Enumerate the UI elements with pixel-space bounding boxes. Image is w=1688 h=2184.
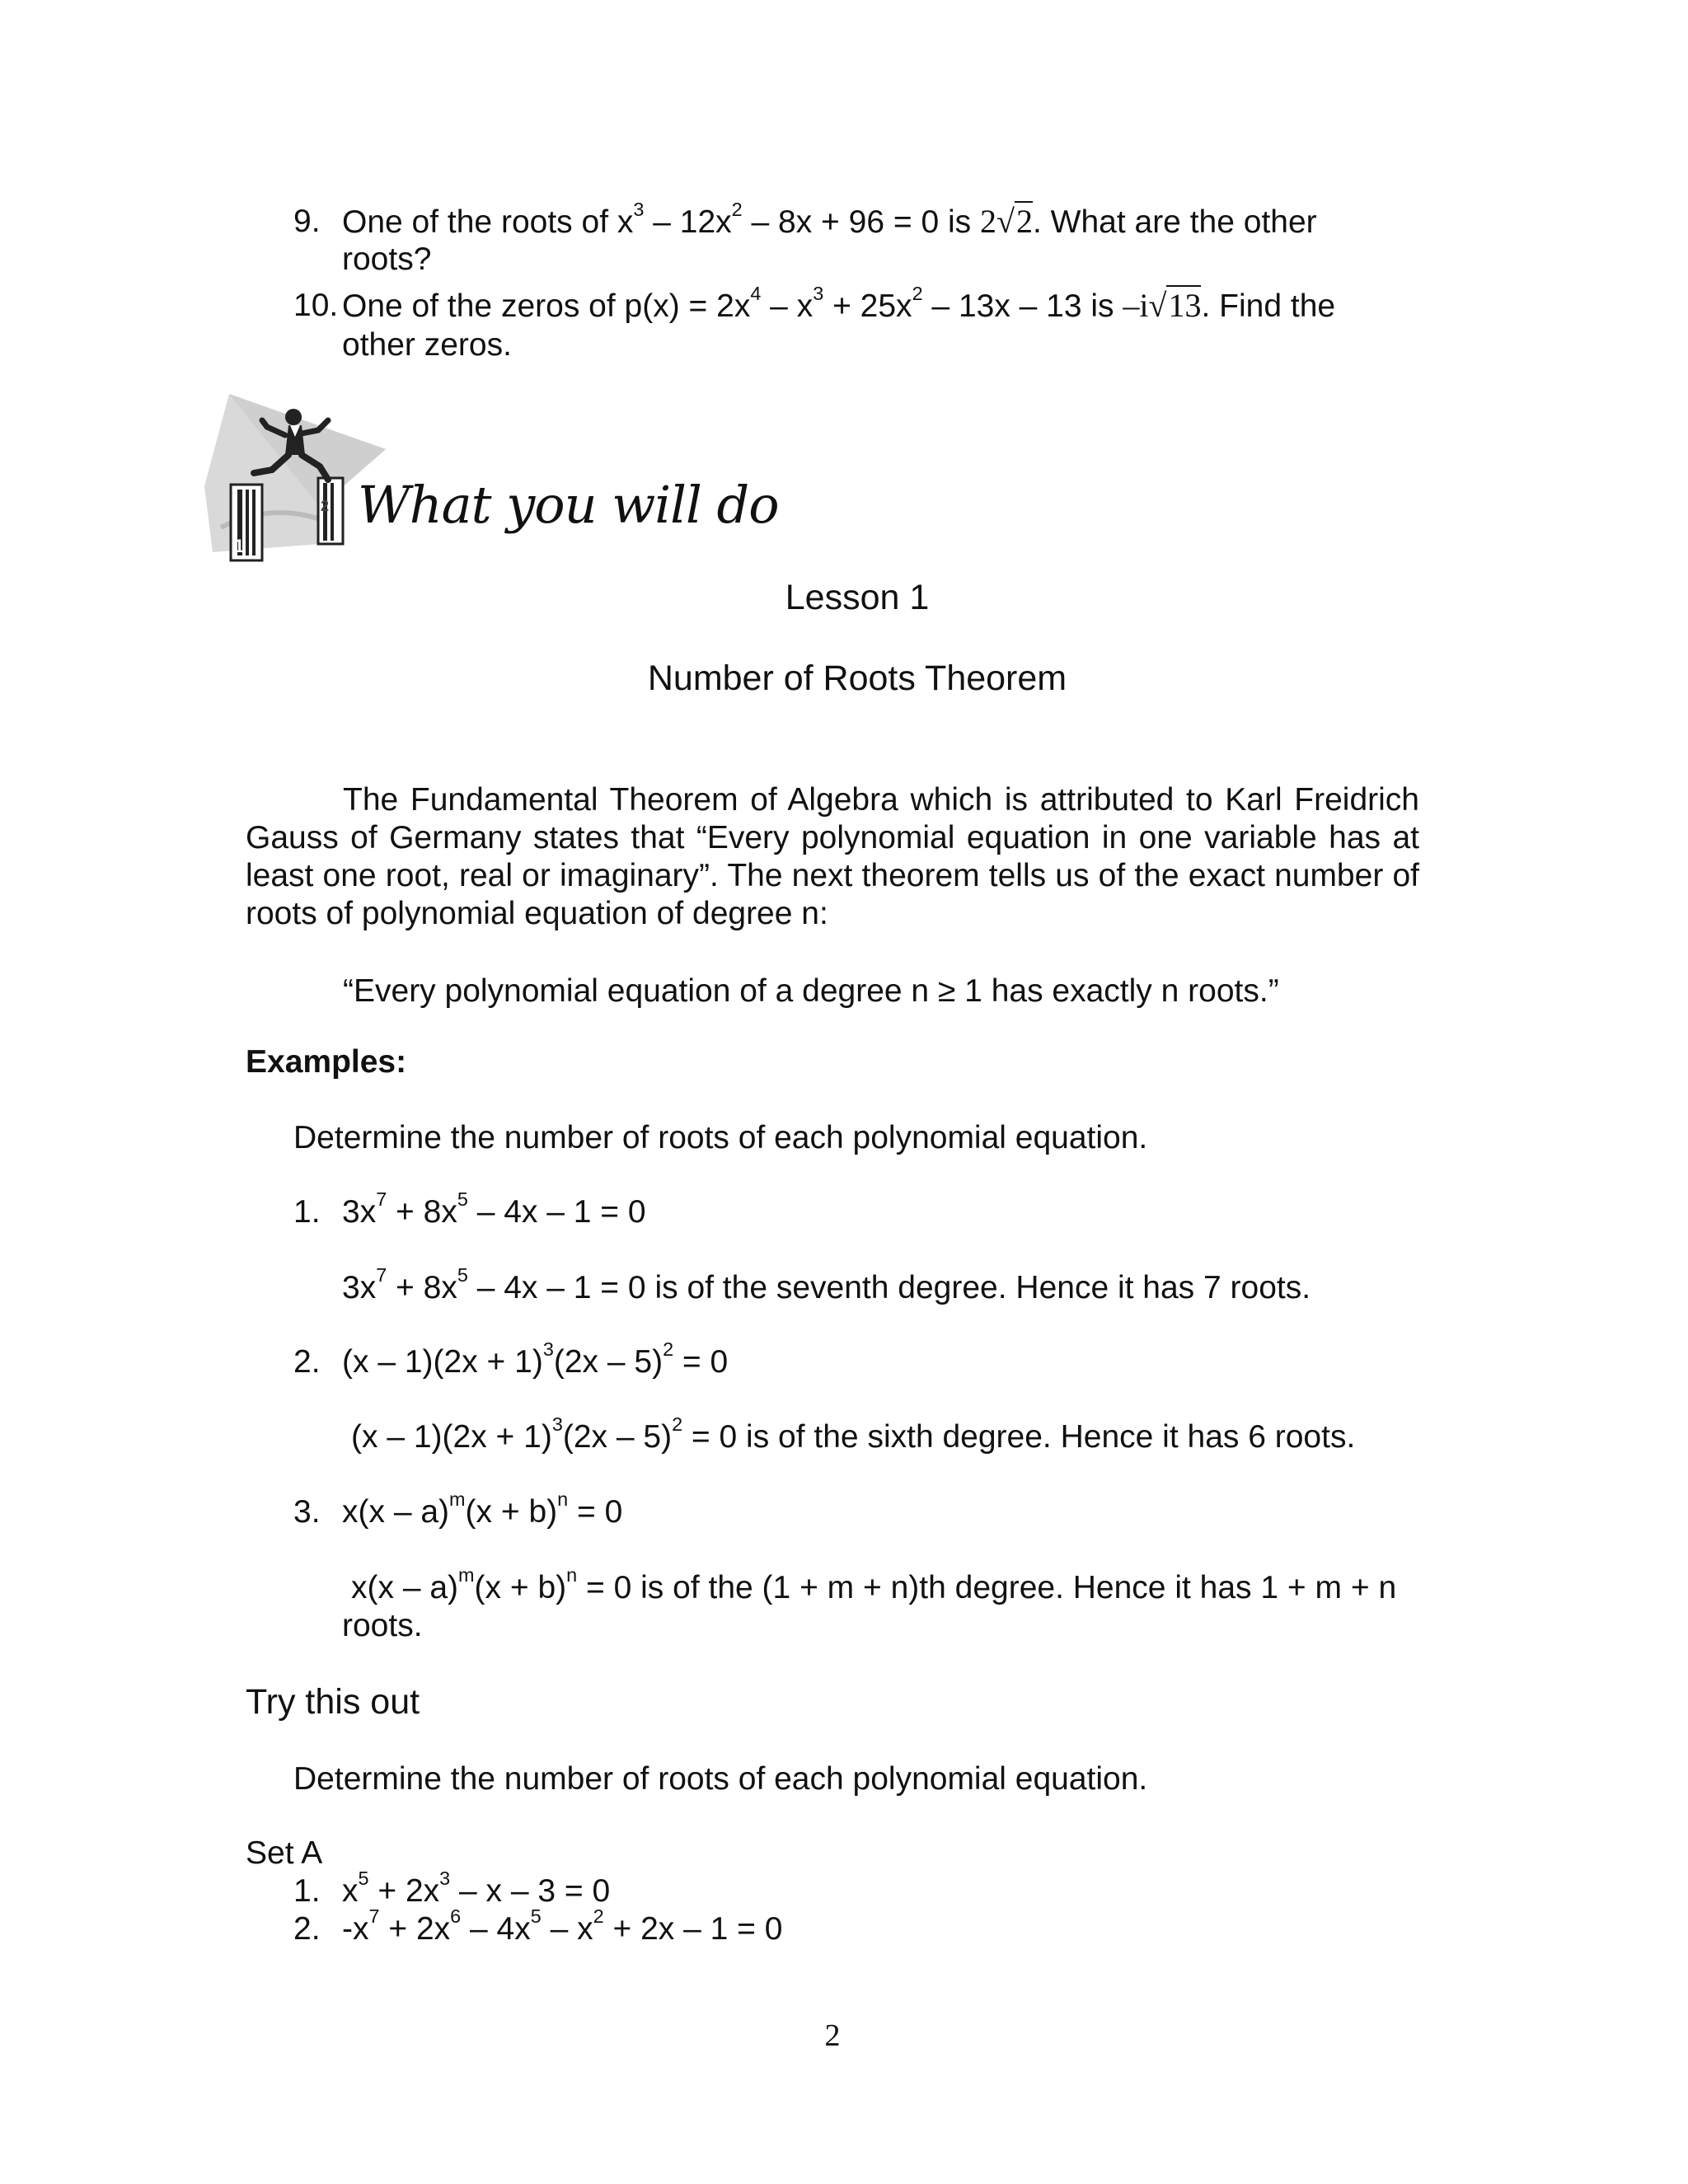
- lesson-title: Number of Roots Theorem: [647, 658, 1067, 698]
- example-1-equation: $3x^7 + 8x^5 - 4x - 1 = 0$: [342, 1188, 646, 1230]
- try-this-instruction: Determine the number of roots of each polynomial equation.: [293, 1761, 1148, 1797]
- section-banner-title: What you will do: [358, 475, 779, 535]
- svg-text:1: 1: [234, 536, 245, 556]
- section-banner: [196, 387, 823, 569]
- page-number: 2: [824, 2018, 841, 2053]
- examples-instruction: Determine the number of roots of each polynomial equation.: [293, 1120, 1148, 1155]
- set-a-label: Set A: [246, 1835, 323, 1871]
- q9-root: 2√2: [980, 203, 1033, 240]
- theorem-statement: “Every polynomial equation of a degree n ≥ 1 has exactly n roots.”: [343, 973, 1279, 1009]
- set-a-item-2-number: 2.: [293, 1911, 321, 1947]
- example-3-equation: $x(x - a)^m(x + b)^n = 0$: [342, 1488, 623, 1530]
- try-this-heading: Try this out: [246, 1682, 420, 1722]
- example-2-solution: $(x - 1)(2x + 1)^3(2x - 5)^2 = 0$ is of the sixth degree. Hence it has 6 roots.: [351, 1413, 1356, 1455]
- example-2-equation: $(x - 1)(2x + 1)^3(2x - 5)^2 = 0$: [342, 1338, 729, 1380]
- intro-paragraph: The Fundamental Theorem of Algebra which is attributed to Karl Freidrich Gauss of Germany states that “Every polynomial equation in one variable has at least one root, real or imaginary”. The next theorem tells us of the exact number of roots of polynomial equation of degree n:: [246, 782, 1419, 931]
- question-10-number: 10.: [293, 288, 339, 323]
- q9-pre: One of the roots of $x^3 - 12x^2 - 8x + 96 = 0$ is 2√2. What are the other: [342, 199, 1317, 240]
- question-9-number: 9.: [293, 204, 321, 239]
- lesson-label: Lesson 1: [785, 578, 930, 617]
- example-3-number: 3.: [293, 1494, 321, 1530]
- question-9-line2: roots?: [342, 241, 432, 277]
- examples-heading: Examples:: [246, 1044, 407, 1080]
- q10-text: One of the zeros of $p(x) = 2x^4 - x^3 + 25x^2 - 13x - 13$ is –i√13. Find the: [342, 283, 1336, 324]
- example-3-solution-line2: roots.: [342, 1608, 423, 1643]
- q10-root: –i√13: [1123, 287, 1202, 324]
- example-1-number: 1.: [293, 1194, 321, 1230]
- question-9-line1: [342, 199, 1419, 241]
- set-a-item-2: $-x^7 + 2x^6 - 4x^5 - x^2 + 2x - 1 = 0$: [342, 1905, 783, 1947]
- example-1-solution: $3x^7 + 8x^5 - 4x - 1 = 0$ is of the seventh degree. Hence it has 7 roots.: [342, 1264, 1311, 1305]
- question-10-line2: other zeros.: [342, 327, 512, 363]
- set-a-item-1-number: 1.: [293, 1873, 321, 1909]
- example-3-solution: $x(x - a)^m(x + b)^n = 0$ is of the (1 + m + n)th degree. Hence it has 1 + m + n: [351, 1564, 1397, 1605]
- set-a-item-1: $x^5 + 2x^3 - x - 3 = 0$: [342, 1868, 611, 1909]
- example-2-number: 2.: [293, 1344, 321, 1380]
- question-10-line1: [342, 283, 1419, 326]
- svg-text:2: 2: [321, 498, 330, 514]
